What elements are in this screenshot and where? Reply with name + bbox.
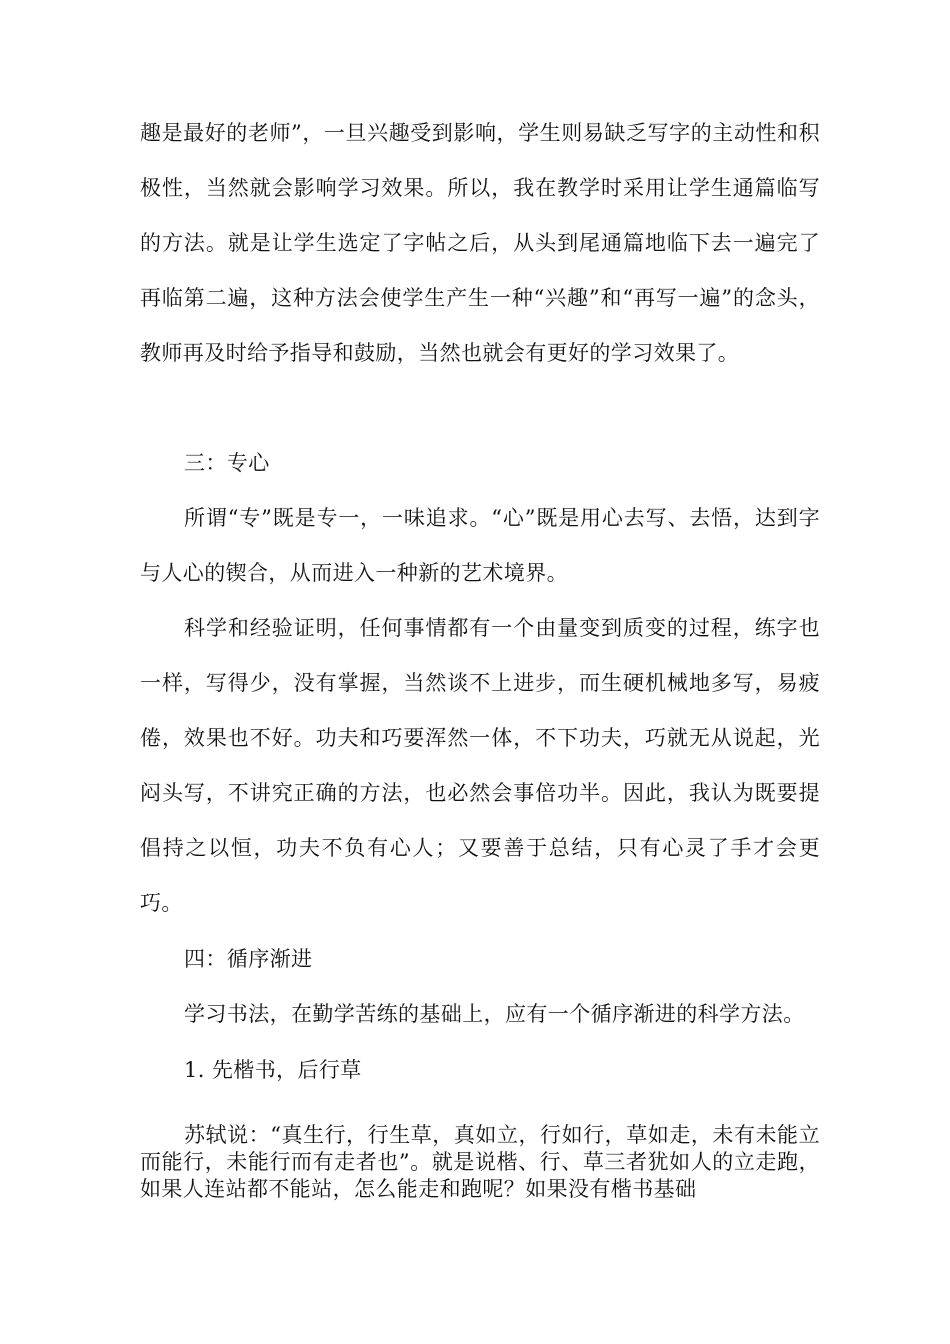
- paragraph-step-by-step: 学习书法，在勤学苦练的基础上，应有一个循序渐进的科学方法。: [184, 1002, 805, 1026]
- paragraph-su-shi-quote: 苏轼说：“真生行，行生草，真如立，行如行，草如走，未有未能立而能行，未能行而有走者也”。就是说楷、行、草三者犹如人的立走跑，如果人连站都不能站，怎么能走和跑呢？如果没有楷书基础: [140, 1123, 820, 1201]
- paragraph-focus-definition: 所谓“专”既是专一，一味追求。“心”既是用心去写、去悟，达到字与人心的锲合，从而进入一种新的艺术境界。: [140, 506, 820, 585]
- paragraph-practice-method: 科学和经验证明，任何事情都有一个由量变到质变的过程，练字也一样，写得少，没有掌握，当然谈不上进步，而生硬机械地多写，易疲倦，效果也不好。功夫和巧要浑然一体，不下功夫，巧就无从说起，光闷头写，不讲究正确的方法，也必然会事倍功半。因此，我认为既要提倡持之以恒，功夫不负有心人；又要善于总结，只有心灵了手才会更巧。: [140, 616, 820, 915]
- heading-focus: 三：专心: [184, 451, 270, 475]
- subheading-regular-script-first: 1. 先楷书，后行草: [184, 1058, 362, 1082]
- paragraph-continuation: 趣是最好的老师”，一旦兴趣受到影响，学生则易缺乏写字的主动性和积极性，当然就会影响学习效果。所以，我在教学时采用让学生通篇临写的方法。就是让学生选定了字帖之后，从头到尾通篇地临下去一遍完了再临第二遍，这种方法会使学生产生一种“兴趣”和“再写一遍”的念头，教师再及时给予指导和鼓励，当然也就会有更好的学习效果了。: [140, 121, 820, 365]
- heading-step-by-step: 四：循序渐进: [184, 947, 313, 971]
